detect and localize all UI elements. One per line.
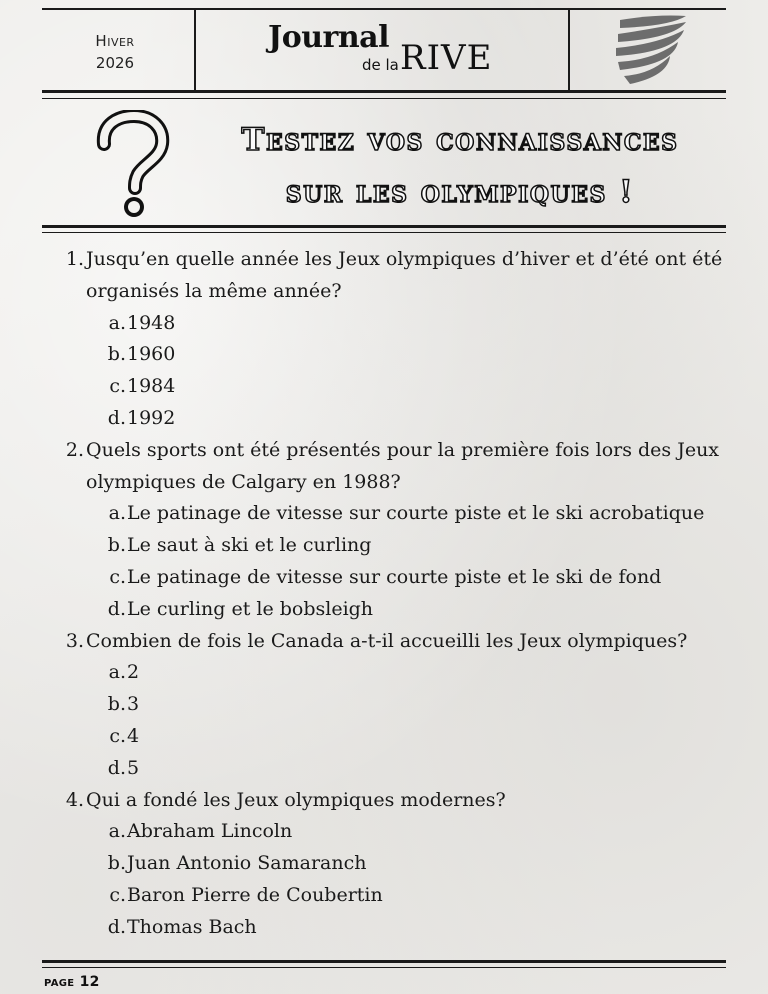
header-divider-right <box>568 8 570 90</box>
masthead-logo <box>262 14 512 84</box>
option-text: 1960 <box>127 343 176 366</box>
answer-option-1d <box>62 403 742 435</box>
header-bottom-rule-thin <box>42 98 726 99</box>
striped-fan-logo-icon <box>612 14 692 90</box>
question-number: 1. <box>65 248 84 270</box>
answer-option-3a <box>62 657 742 689</box>
option-letter: b. <box>107 852 126 875</box>
question-number: 4. <box>65 788 84 811</box>
title-rule-thin <box>42 232 726 233</box>
option-text: 5 <box>127 756 140 779</box>
option-letter: a. <box>108 502 126 525</box>
question-mark-icon <box>90 110 174 220</box>
masthead-journal: Journal <box>268 20 389 55</box>
page-title <box>185 114 735 218</box>
option-letter: a. <box>108 661 126 684</box>
footer-rule-thick <box>42 960 726 963</box>
option-text: 1948 <box>127 311 176 334</box>
issue-date <box>60 30 170 74</box>
answer-option-2a <box>62 498 742 530</box>
answer-option-3b <box>62 689 742 721</box>
option-letter: c. <box>109 375 126 398</box>
question-body: Qui a fondé les Jeux olympiques modernes? <box>86 788 506 811</box>
option-letter: b. <box>107 534 126 557</box>
option-letter: b. <box>107 343 126 366</box>
answer-option-4b <box>62 848 742 880</box>
header-top-rule <box>42 8 726 10</box>
answer-option-1c <box>62 371 742 403</box>
question-number: 2. <box>65 438 84 461</box>
question-body: Jusqu’en quelle année les Jeux olympiques d’hiver et d’été ont été organisés la même année? <box>86 248 723 302</box>
quiz-question-2 <box>62 435 742 626</box>
question-text-3 <box>62 626 742 658</box>
option-letter: a. <box>108 311 126 334</box>
option-text: Thomas Bach <box>127 915 257 938</box>
option-letter: a. <box>108 820 126 843</box>
masthead-rive: RIVE <box>400 38 493 78</box>
option-letter: b. <box>107 693 126 716</box>
question-text-2 <box>62 435 742 499</box>
quiz-list <box>62 244 742 944</box>
option-text: 1992 <box>127 406 176 429</box>
question-body: Quels sports ont été présentés pour la première fois lors des Jeux olympiques de Calgary en 1988? <box>86 438 720 493</box>
option-text: Abraham Lincoln <box>127 820 293 843</box>
quiz-question-4 <box>62 785 742 944</box>
footer-rule-thin <box>42 967 726 968</box>
answer-option-2c <box>62 562 742 594</box>
answer-option-3d <box>62 753 742 785</box>
option-text: Le saut à ski et le curling <box>127 534 372 557</box>
header-divider-left <box>194 8 196 90</box>
issue-season: Hiver <box>95 32 135 50</box>
option-text: Le patinage de vitesse sur courte piste et le ski de fond <box>127 565 662 588</box>
option-text: Le curling et le bobsleigh <box>127 597 374 620</box>
option-text: Le patinage de vitesse sur courte piste et le ski acrobatique <box>127 502 705 525</box>
answer-option-1a <box>62 308 742 340</box>
option-text: Juan Antonio Samaranch <box>127 852 367 875</box>
option-letter: d. <box>107 597 126 620</box>
question-text-1 <box>62 244 742 308</box>
option-letter: c. <box>109 565 126 588</box>
page-number: page 12 <box>44 974 100 990</box>
page-title-line-2: sur les olympiques ! <box>285 174 635 210</box>
option-letter: c. <box>109 724 126 747</box>
option-letter: c. <box>109 883 126 906</box>
answer-option-4d <box>62 912 742 944</box>
answer-option-2d <box>62 594 742 626</box>
question-body: Combien de fois le Canada a-t-il accueilli les Jeux olympiques? <box>86 629 688 652</box>
answer-option-2b <box>62 530 742 562</box>
quiz-question-1 <box>62 244 742 435</box>
quiz-question-3 <box>62 626 742 785</box>
option-letter: d. <box>107 756 126 779</box>
option-letter: d. <box>107 915 126 938</box>
question-number: 3. <box>65 629 84 652</box>
answer-option-3c <box>62 721 742 753</box>
answer-option-4a <box>62 816 742 848</box>
option-text: 1984 <box>127 375 176 398</box>
option-text: 2 <box>127 661 140 684</box>
header-bottom-rule-thick <box>42 90 726 93</box>
masthead-de-la: de la <box>362 56 399 74</box>
option-letter: d. <box>107 406 126 429</box>
answer-option-1b <box>62 339 742 371</box>
page-title-line-1: Testez vos connaissances <box>241 122 679 158</box>
answer-option-4c <box>62 880 742 912</box>
title-rule-thick <box>42 225 726 228</box>
issue-year: 2026 <box>95 54 135 72</box>
option-text: 3 <box>127 693 140 716</box>
option-text: Baron Pierre de Coubertin <box>127 883 383 906</box>
option-text: 4 <box>127 724 140 747</box>
question-text-4 <box>62 785 742 817</box>
